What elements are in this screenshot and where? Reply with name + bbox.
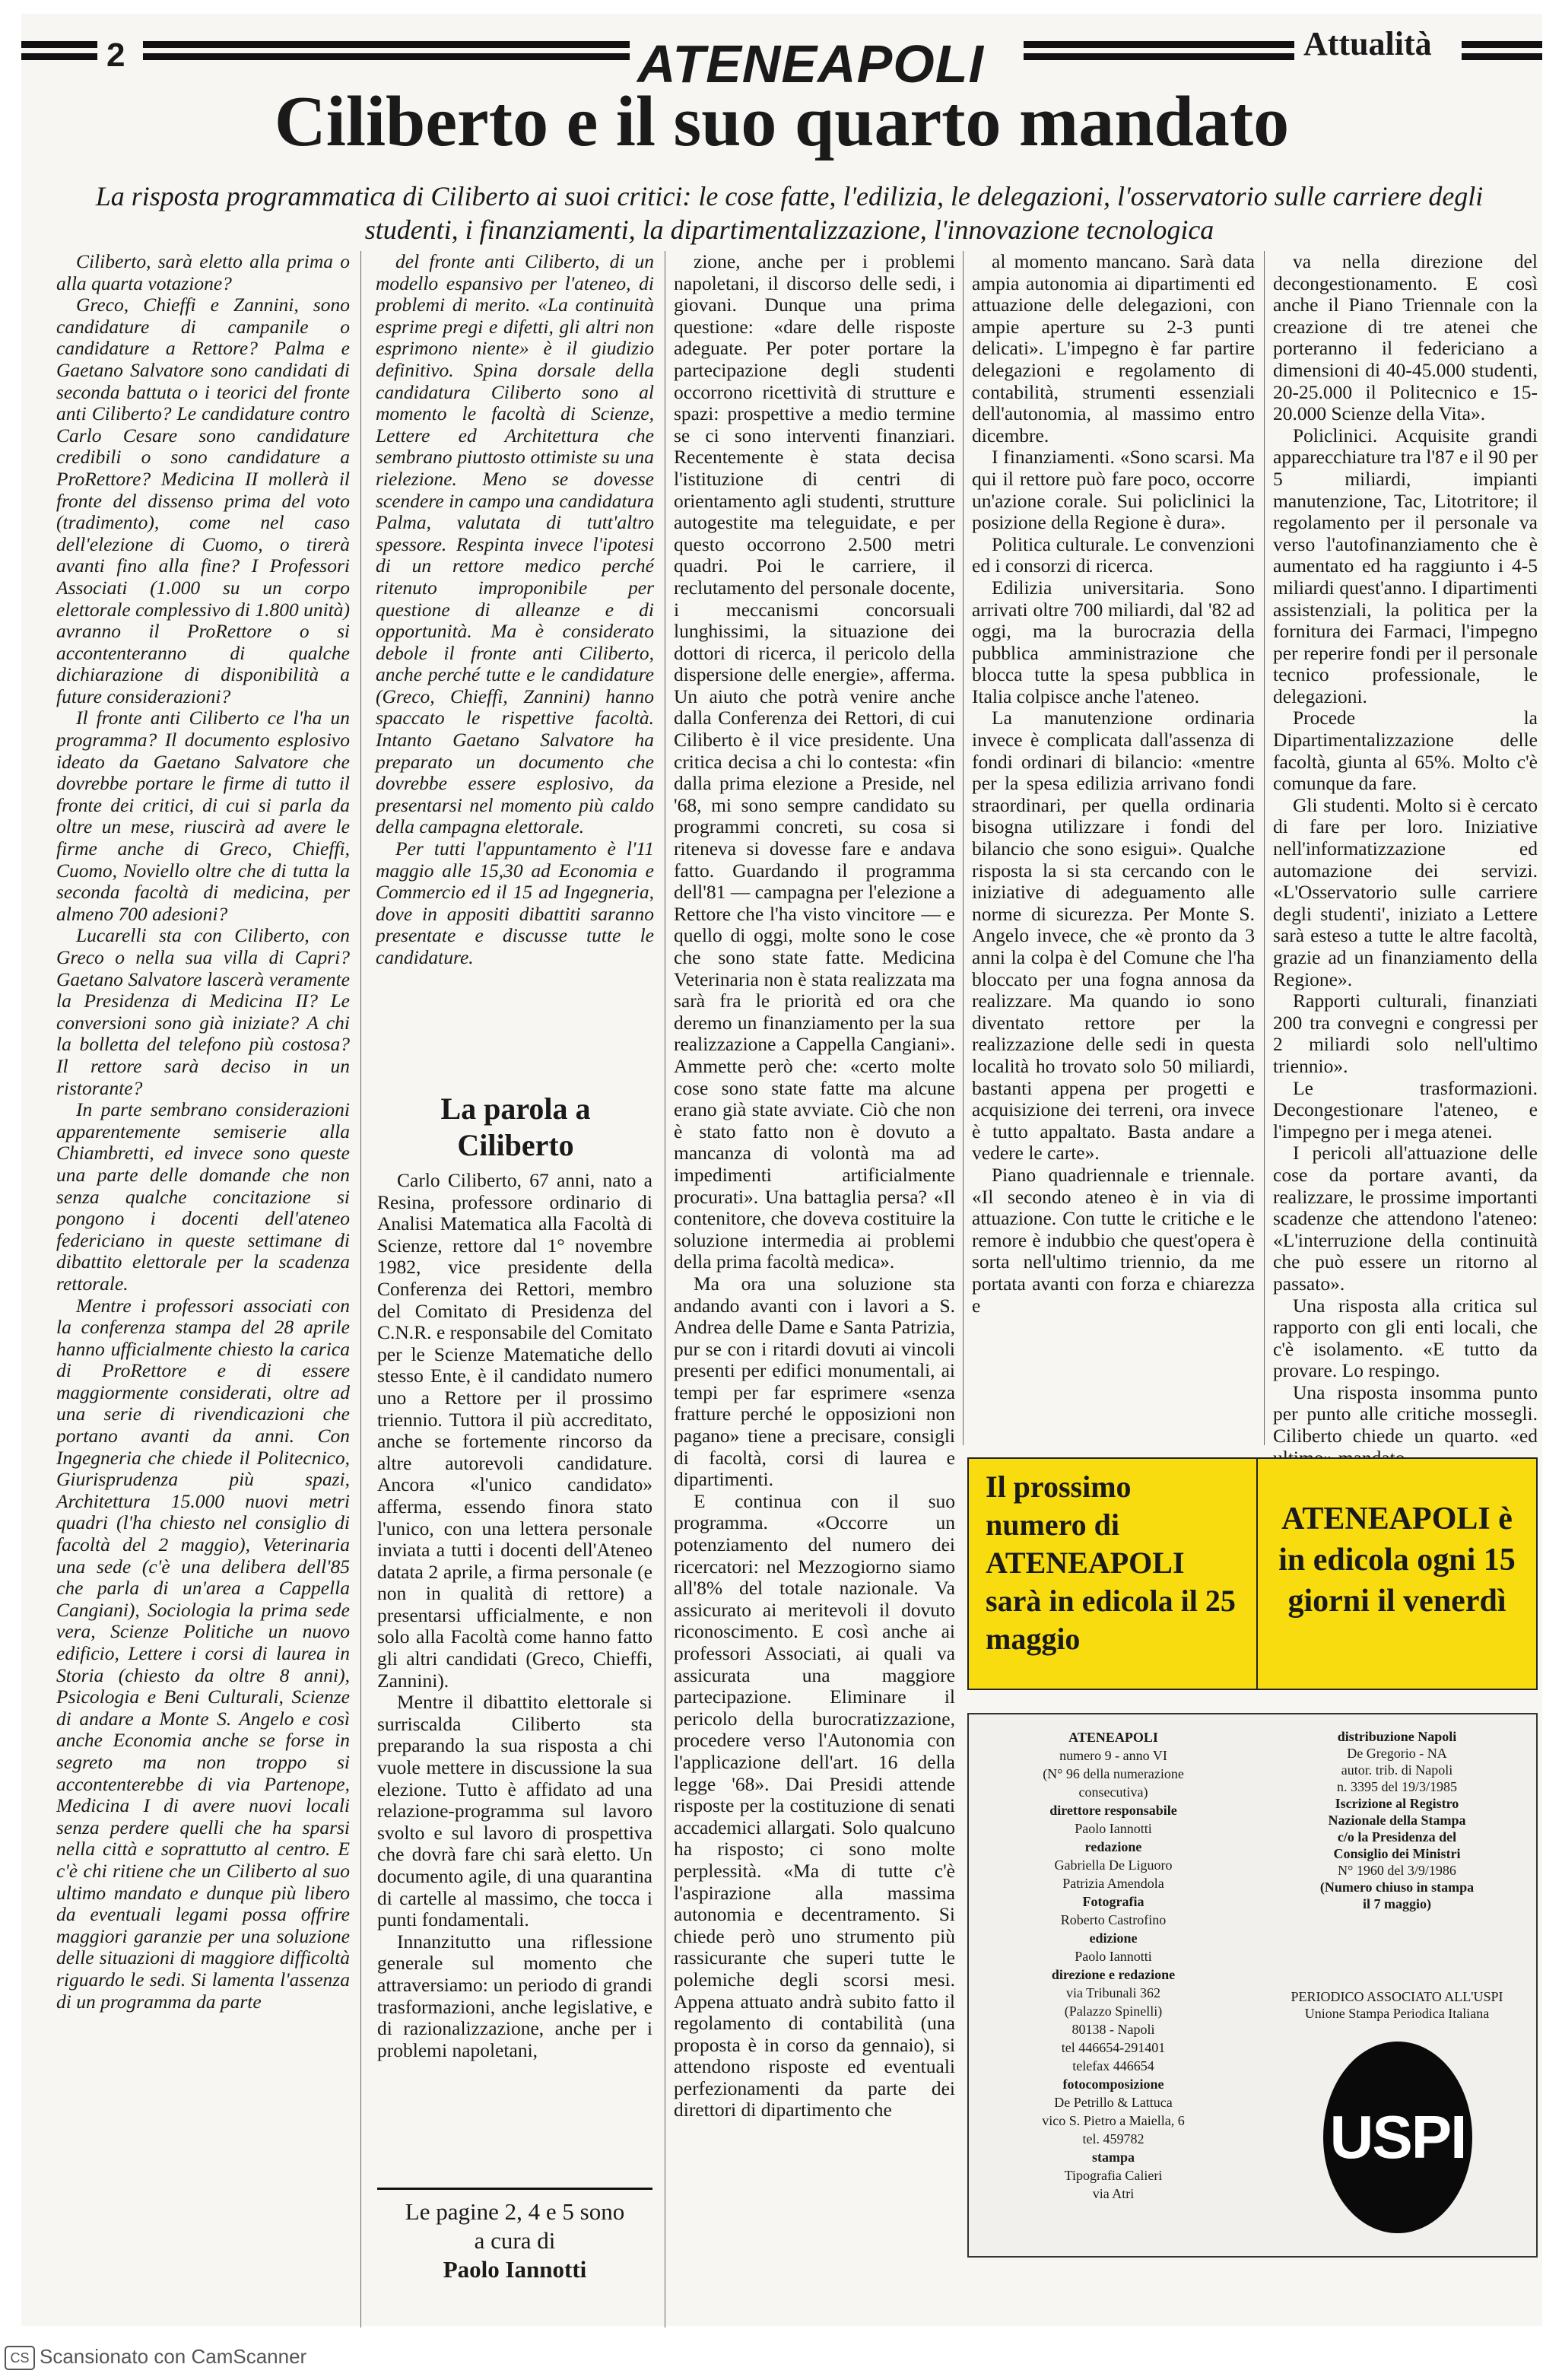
paragraph: Carlo Ciliberto, 67 anni, nato a Resina, professore ordinario di Analisi Matematica alla Facoltà di Scienze, rettore dal 1° novembre 1982, vice presidente della Conferenza dei Rettori, membro del Comitato di Presidenza del C.N.R. e responsabile del Comitato per le Scienze Matematiche dello stesso Ente, è il candidato numero uno a Rettore per il prossimo triennio. Tuttora il più accreditato, anche se fortemente rincorso da altre autorevoli candidature. Ancora «l'unico candidato» afferma, essendo finora stato l'unico, con una lettera personale inviata a tutti i docenti dell'Ateneo datata 2 aprile, a firma personale (e non in qualità di rettore) a presentarsi ufficialmente, e non solo alla Facoltà come hanno fatto gli altri candidati (Greco, Chieffi, Zannini). — [377, 1169, 652, 1692]
uspi-logo — [1323, 2042, 1472, 2233]
colophon-line: Iscrizione al Registro — [1335, 1796, 1459, 1811]
column-3 — [674, 251, 955, 2328]
colophon-line: (Palazzo Spinelli) — [1064, 2003, 1163, 2019]
paragraph: Innanzitutto una riflessione generale sul momento che attraversiamo: un periodo di grandi trasformazioni, anche legislative, e di razionalizzazione, anche per i problemi napoletani, — [377, 1930, 652, 2061]
colophon-line: Consiglio dei Ministri — [1333, 1846, 1461, 1861]
masthead-bar-mid-2 — [143, 53, 630, 60]
colophon-line: c/o la Presidenza del — [1337, 1829, 1457, 1845]
page-credit — [377, 2188, 652, 2284]
colophon-line: (Numero chiuso in stampa — [1319, 1880, 1475, 1895]
colophon-line: n. 3395 del 19/3/1985 — [1337, 1779, 1457, 1794]
article-subhead: La risposta programmatica di Ciliberto ai suoi critici: le cose fatte, l'edilizia, le delegazioni, l'osservatorio sulle carriere degli studenti, i finanziamenti, la dipartimentalizzazione, l'innovazione tecnologica — [95, 181, 1484, 245]
credit-line: a cura di — [474, 2227, 556, 2254]
next-issue-promo — [967, 1457, 1538, 1690]
colophon-line: Nazionale della Stampa — [1328, 1813, 1466, 1828]
masthead-bar-far-2 — [1462, 53, 1542, 60]
colophon-line: telefax 446654 — [1072, 2058, 1154, 2073]
paragraph: Rapporti culturali, finanziati 200 tra convegni e congressi per 2 miliardi solo nell'ultimo triennio». — [1273, 990, 1538, 1077]
paragraph: Piano quadriennale e triennale. «Il secondo ateneo è in via di attuazione. Con tutte le critiche e le remore è indubbio che quest'opera è sorta nell'ultimo triennio, da me portata avanti con forza e chiarezza e — [972, 1163, 1255, 1317]
masthead-bar-left-2 — [21, 53, 97, 60]
next-issue-text: Il prossimo numero di ATENEAPOLI sarà in edicola il 25 maggio — [969, 1459, 1258, 1689]
paragraph: Policlinici. Acquisite grandi apparecchiature tra l'87 e il 90 per 5 miliardi, impianti manutenzione, Tac, Litotritore; il regolamento per il personale va verso l'autofinanziamento che è aumentato ed ha raggiunto i 4-5 miliardi quest'anno. I dipartimenti assistenziali, la politica per la fornitura dei Farmaci, l'impegno per reperire fondi per il personale tecnico professionale, le delegazioni. — [1273, 424, 1538, 707]
colophon-line: direttore responsabile — [1049, 1803, 1177, 1818]
colophon-line: stampa — [1091, 2150, 1135, 2165]
credit-line: Le pagine 2, 4 e 5 sono — [405, 2198, 625, 2225]
paragraph: al momento mancano. Sarà data ampia autonomia ai dipartimenti ed attuazione delle delegazioni, con ampie aperture su 2-3 punti delicati». L'impegno è far partire delegazioni e regolamento di contabilità, strumenti essenziali dell'autonomia, al massimo entro dicembre. — [972, 250, 1255, 446]
colophon-line: edizione — [1089, 1930, 1138, 1946]
paragraph: Mentre il dibattito elettorale si surriscalda Ciliberto sta preparando la sua risposta a chi vuole mettere in discussione la sua elezione. Tutto è affidato ad una relazione-programma sul lavoro svolto e sul lavoro di prospettiva che dovrà fare chi sarà eletto. Un documento agile, di una quarantina di cartelle al massimo, che tocca i punti fondamentali. — [377, 1691, 652, 1931]
newspaper-page — [21, 14, 1542, 2326]
colophon-line: redazione — [1084, 1839, 1142, 1854]
paragraph: Ciliberto, sarà eletto alla prima o alla quarta votazione? — [56, 250, 350, 294]
colophon-line: tel 446654-291401 — [1061, 2040, 1166, 2055]
paragraph: I finanziamenti. «Sono scarsi. Ma qui il rettore può fare poco, occorre un'azione corale. Sui policlinici la posizione della Regione è dura». — [972, 446, 1255, 534]
paragraph: Gli studenti. Molto si è cercato di fare per loro. Iniziative nell'informatizzazione ed automazione dei servizi. «L'Osservatorio sulle carriere degli studenti', iniziato a Lettere sarà esteso a tutte le altre facoltà, grazie ad un finanziamento della Regione». — [1273, 793, 1538, 990]
brand-logo: ATENEAPOLI — [637, 34, 984, 94]
column-4 — [972, 251, 1255, 1438]
paragraph: Edilizia universitaria. Sono arrivati oltre 700 miliardi, dal '82 ad oggi, ma la burocrazia della pubblica amministrazione che blocca tutte la spesa pubblica in Italia colpisce anche l'ateneo. — [972, 576, 1255, 707]
masthead-bar-right — [1024, 41, 1294, 48]
colophon-line: De Gregorio - NA — [1347, 1746, 1447, 1761]
column-2-lower — [377, 1170, 652, 2180]
colophon-line: numero 9 - anno VI — [1059, 1748, 1167, 1763]
section-label: Attualità — [1303, 25, 1432, 62]
colophon-line: tel. 459782 — [1082, 2131, 1145, 2146]
colophon-line: Paolo Iannotti — [1075, 1821, 1152, 1836]
publication-frequency-text: ATENEAPOLI è in edicola ogni 15 giorni il venerdì — [1278, 1501, 1516, 1619]
paragraph: Le trasformazioni. Decongestionare l'ateneo, e l'impegno per i mega atenei. — [1273, 1076, 1538, 1142]
colophon-line: il 7 maggio) — [1363, 1896, 1431, 1911]
paragraph: Procede la Dipartimentalizzazione delle facoltà, giunta al 65%. Molto c'è comunque da fare. — [1273, 707, 1538, 795]
paragraph: Mentre i professori associati con la conferenza stampa del 28 aprile hanno ufficialmente chiesto la carica di ProRettore e di essere maggiormente considerati, oltre ad una serie di rivendicazioni che portano avanti da anni. Con Ingegneria che chiede il Politecnico, Giurisprudenza più spazi, Architettura 15.000 nuovi metri quadri (l'ha chiesto nel consiglio di facoltà del 2 maggio), Veterinaria una sede (c'è una delibera dell'85 che parla di un'area a Cappella Cangiani), Sociologia la prima sede vera, Scienze Politiche un nuovo edificio, Lettere i corsi di laurea in Storia (chiesto da oltre 8 anni), Psicologia e Beni Culturali, Scienze di andare a Monte S. Angelo e così anche Economia anche se forse in segreto ma non troppo si accontenterebbe di via Partenope, Medicina I di avere nuovi locali senza perdere quelli che ha sparsi nella città e soprattutto al centro. E c'è chi ritiene che un Ciliberto al suo ultimo mandato e dunque più libero da eventuali legami possa offrire maggiori garanzie per una soluzione delle situazioni di maggiore difficoltà riguardo le sedi. Si lamenta l'assenza di un programma da parte — [56, 1294, 350, 2013]
colophon — [967, 1713, 1538, 2258]
colophon-line: fotocomposizione — [1062, 2077, 1164, 2092]
colophon-line: direzione e redazione — [1051, 1967, 1176, 1982]
colophon-line: Roberto Castrofino — [1060, 1912, 1167, 1927]
masthead-bar-right-2 — [1024, 53, 1294, 60]
paragraph: Il fronte anti Ciliberto ce l'ha un programma? Il documento esplosivo ideato da Gaetano Salvatore che dovrebbe portare le firme di tutto il fronte dei critici, di cui si parla da oltre un mese, riuscirà ad avere le firme anche di Greco, Chieffi, Cuomo, Noviello oltre che di tutta la seconda facoltà di medicina, per almeno 700 adesioni? — [56, 707, 350, 925]
scanner-text: Scansionato con CamScanner — [40, 2345, 307, 2368]
colophon-line: via Tribunali 362 — [1065, 1985, 1160, 2000]
column-1 — [56, 251, 350, 2328]
column-rule — [963, 251, 964, 1445]
colophon-line: Tipografia Calieri — [1064, 2168, 1163, 2183]
paragraph: Una risposta alla critica sul rapporto con gli enti locali, che c'è isolamento. «E tutto da provare. Lo respingo. — [1273, 1294, 1538, 1382]
sidebar-title: La parola a Ciliberto — [440, 1091, 591, 1162]
colophon-line: ATENEAPOLI — [1068, 1730, 1158, 1745]
column-2 — [376, 251, 654, 1072]
colophon-registration — [1258, 1728, 1536, 1912]
colophon-line: via Atri — [1092, 2186, 1135, 2201]
paragraph: Greco, Chieffi e Zannini, sono candidature di campanile o candidature a Rettore? Palma e Gaetano Salvatore sono candidati di seconda battuta o i teorici del fronte anti Ciliberto? Le candidature contro Carlo Cesare sono candidature credibili o sono candidature a ProRettore? Medicina II mollerà il fronte del dissenso prima del voto (tradimento), come nel caso dell'elezione di Cuomo, o tirerà avanti fino alla fine? I Professori Associati (1.000 su un corpo elettorale complessivo di 1.800 unità) avranno il ProRettore o si accontenteranno di qualche dichiarazione di disponibilità a future considerazioni? — [56, 294, 350, 707]
colophon-line: (N° 96 della numerazione — [1043, 1766, 1184, 1781]
paragraph: zione, anche per i problemi napoletani, il discorso delle sedi, i giovani. Dunque una prima questione: «dare delle risposte adeguate. Per poter portare la partecipazione degli studenti occorrono ricettività di strutture e spazi: prospettive a medio termine se ci sono interventi finanziari. Recentemente è stata decisa l'istituzione di centri di orientamento agli studenti, strutture autogestite ma teleguidate, e per questo occorrono 2.500 metri quadri. Poi le carriere, il reclutamento del personale docente, i meccanismi concorsuali lunghissimi, la situazione dei dottori di ricerca, il pericolo della dispersione delle energie», afferma. Un aiuto che potrà venire anche dalla Conferenza dei Rettori, di cui Ciliberto è il vice presidente. Una critica decisa a chi lo contesta: «fin dalla prima elezione a Preside, nel '68, mi sono sempre candidato su programmi concreti, su cosa si riteneva si dovesse fare e andava fatto. Guardando il programma dell'81 — campagna per l'elezione a Rettore che l'ha visto vincitore — e quello di oggi, molte sono le cose che sono state fatte. Medicina Veterinaria non è stata realizzata ma sarà fra le priorità ed ora che deremo un finanziamento per la sua realizzazione a Cappella Cangiani». Ammette però che: «certo molte cose sono state fatte ma alcune erano già state avviate. Ciò che non è stato fatto non è dovuto a mancanza di volontà ma ad impedimenti artificialmente procurati». Una battaglia persa? «Il contenitore, che doveva costituire la soluzione intermedia ai problemi della prima facoltà medica». — [674, 250, 955, 1273]
colophon-line: distribuzione Napoli — [1337, 1729, 1457, 1744]
colophon-line: Gabriella De Liguoro — [1054, 1857, 1173, 1873]
paragraph: Ma ora una soluzione sta andando avanti con i lavori a S. Andrea delle Dame e Santa Patrizia, pur se con i ritardi dovuti ai vincoli presenti per edifici monumentali, ai tempi per far esprimere «senza fratture perché le opposizioni non pagano» tiene a precisare, consigli di facoltà, corsi di laurea e dipartimenti. — [674, 1272, 955, 1491]
article-headline: Ciliberto e il suo quarto mandato — [274, 82, 1290, 161]
colophon-line: vico S. Pietro a Maiella, 6 — [1042, 2113, 1185, 2128]
column-rule — [1264, 251, 1265, 1445]
paragraph: Lucarelli sta con Ciliberto, con Greco o nella sua villa di Capri? Gaetano Salvatore lascerà veramente la Presidenza di Medicina II? Le conversioni sono già iniziate? A chi la bolletta del telefono più costosa? Il rettore sarà deciso in un ristorante? — [56, 924, 350, 1099]
paragraph: del fronte anti Ciliberto, di un modello espansivo per l'ateneo, di problemi di merito. «La continuità esprime pregi e difetti, gli altri non esprimono niente» è il giudizio definitivo. Spina dorsale della candidatura Ciliberto sono al momento le facoltà di Scienze, Lettere ed Architettura che sembrano piuttosto ottimiste su una rielezione. Meno se dovesse scendere in campo una candidatura Palma, valutata di tutt'altro spessore. Respinta invece l'ipotesi di un rettore medico perché ritenuto improponibile per questione di alleanze e di opportunità. Ma è considerato debole il fronte anti Ciliberto, anche perché tutte e le candidature (Greco, Chieffi, Zannini) hanno spaccato le rispettive facoltà. Intanto Gaetano Salvatore ha preparato un documento che dovrebbe essere esplosivo, da presentarsi nel momento più caldo della campagna elettorale. — [376, 250, 654, 838]
paragraph: Politica culturale. Le convenzioni ed i consorzi di ricerca. — [972, 532, 1255, 577]
masthead-bar-left — [21, 41, 97, 48]
scanner-watermark — [5, 2345, 306, 2370]
paragraph: Per tutti l'appuntamento è l'11 maggio alle 15,30 ad Economia e Commercio ed il 15 ad Ingegneria, dove in appositi dibattiti saranno presentate e discusse tutte le candidature. — [376, 837, 654, 968]
masthead — [21, 14, 1542, 94]
paragraph: va nella direzione del decongestionamento. E così anche il Piano Triennale con la creazione di tre atenei che porteranno il federiciano a dimensioni di 40-45.000 studenti, 20-25.000 il Politecnico e 15-20.000 Scienze della Vita». — [1273, 250, 1538, 425]
colophon-credits — [969, 1728, 1258, 2203]
paragraph: Una risposta insomma punto per punto alle critiche mossegli. Ciliberto chiede un quarto. «ed — [1273, 1381, 1538, 1447]
colophon-line: De Petrillo & Lattuca — [1054, 2095, 1173, 2110]
colophon-line: consecutiva) — [1078, 1784, 1148, 1800]
uspi-caption-line: Unione Stampa Periodica Italiana — [1304, 2006, 1490, 2021]
paragraph: In parte sembrano considerazioni apparentemente semiserie alla Chiambretti, ed invece sono queste una parte delle domande che non senza qualche concitazione si pongono i docenti dell'ateneo federiciano in queste settimane di dibattito elettorale per la scadenza rettorale. — [56, 1098, 350, 1295]
paragraph: I pericoli all'attuazione delle cose da portare avanti, da realizzare, le prossime importanti scadenze che attendono l'ateneo: «L'interruzione della continuità che può essere un ritorno al passato». — [1273, 1142, 1538, 1295]
masthead-bar-mid — [143, 41, 630, 48]
column-5 — [1273, 250, 1538, 1447]
uspi-logo-text: USPI — [1329, 2103, 1466, 2171]
masthead-bar-far — [1462, 41, 1542, 48]
credit-name: Paolo Iannotti — [443, 2256, 587, 2283]
uspi-caption — [1258, 1988, 1536, 2022]
colophon-line: Fotografia — [1082, 1894, 1145, 1909]
paragraph: La manutenzione ordinaria invece è complicata dall'assenza di fondi ordinari di bilancio: «mentre per la spesa edilizia arrivano fondi straordinari, per quella ordinaria bisogna utilizzare i fondi del bilancio che sono esigui». Qualche risposta la si sta cercando con le iniziative di adeguamento alle norme di sicurezza. Per Monte S. Angelo invece, che «è pronto da 3 anni la colpa è del Comune che l'ha bloccato per una fogna annosa da realizzare. Ma quando io sono diventato rettore per la realizzazione delle sedi in questa località ho trovato solo 50 miliardi, bastanti appena per progetti e acquisizione dei terreni, ora invece è tutto appaltato. Basta andare a vedere le carte». — [972, 707, 1255, 1165]
camscanner-badge: CS — [5, 2346, 35, 2370]
paragraph: E continua con il suo programma. «Occorre un potenziamento del numero dei ricercatori: nel Mezzogiorno siamo all'8% del totale nazionale. Va assicurato ai meritevoli il dovuto riconoscimento. E così anche ai professori Associati, ai quali va assicurata una maggiore partecipazione. Eliminare il pericolo della burocratizzazione, procedere verso l'Autonomia con l'applicazione dell'art. 16 della legge '68». Dai Presidi attende risposte per la costituzione di senati accademici allargati. Solo qualcuno ha risposto; ci sono molte perplessità. «Ma di tutte c'è l'aspirazione alla massima autonomia e decentramento. Si chiede però uno strumento più rassicurante che superi tutte le polemiche degli scorsi mesi. Appena attuato andrà subito fatto il regolamento di contabilità (una proposta è in corso da gennaio), si attendono risposte ed eventuali perfezionamenti da parte dei direttori di dipartimento che — [674, 1489, 955, 2121]
colophon-line: autor. trib. di Napoli — [1341, 1762, 1453, 1778]
colophon-line: N° 1960 del 3/9/1986 — [1338, 1863, 1456, 1878]
column-rule — [360, 251, 361, 2328]
uspi-caption-line: PERIODICO ASSOCIATO ALL'USPI — [1291, 1989, 1503, 2004]
page-number: 2 — [106, 37, 125, 74]
colophon-line: 80138 - Napoli — [1071, 2022, 1155, 2037]
colophon-line: Patrizia Amendola — [1062, 1876, 1164, 1891]
colophon-line: Paolo Iannotti — [1075, 1949, 1152, 1964]
